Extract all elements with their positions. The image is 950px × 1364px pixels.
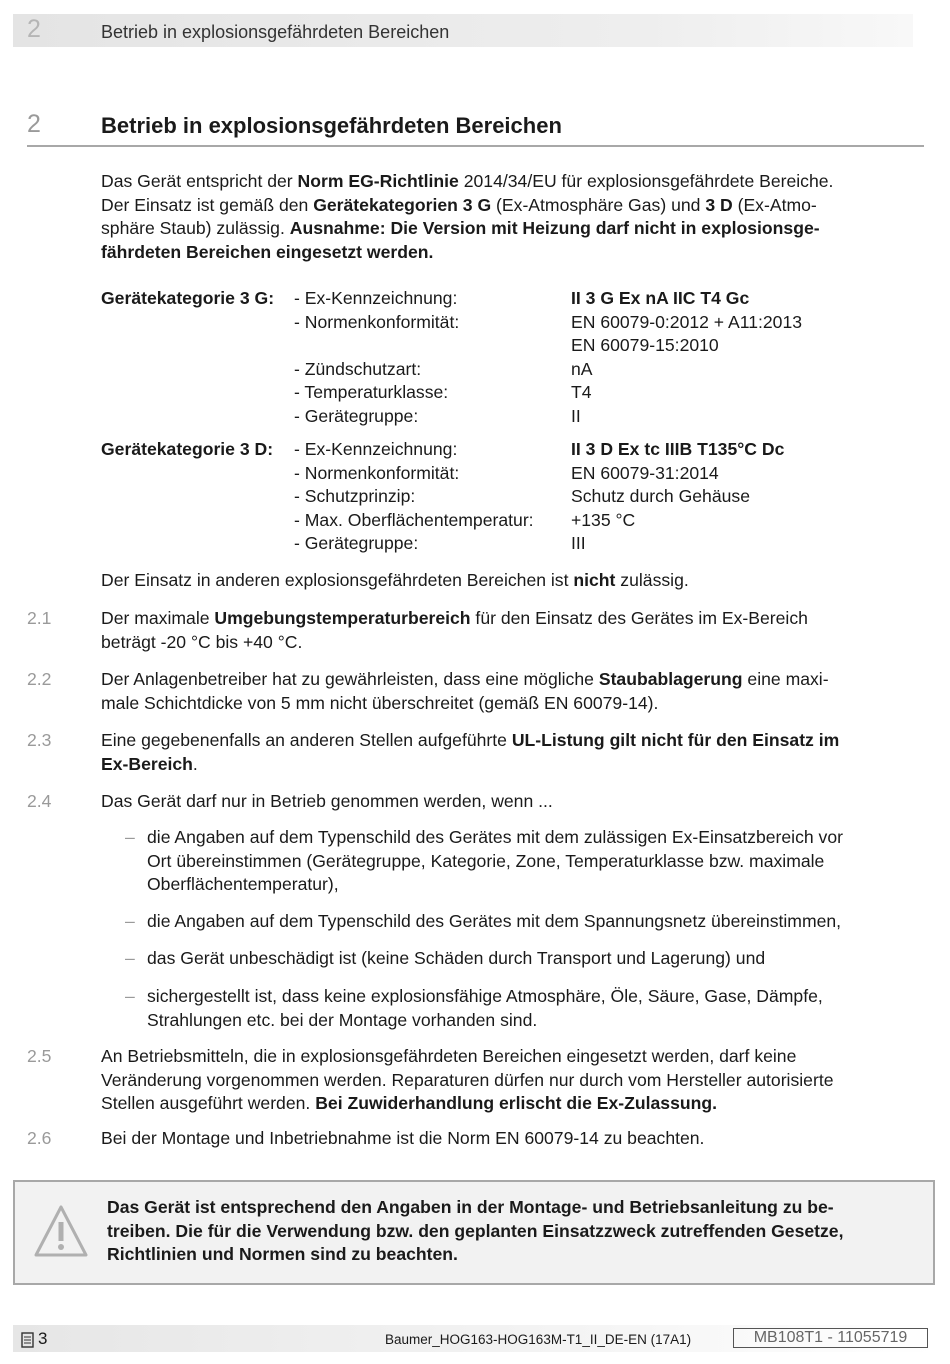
row-value: II 3 D Ex tc IIIB T135°C Dc (571, 439, 785, 459)
paragraph-2-3: Eine gegebenenfalls an anderen Stellen aufgeführte UL-Listung gilt nicht für den Einsatz im Ex-Bereich. (101, 730, 840, 774)
paragraph-2-4: Das Gerät darf nur in Betrieb genommen werden, wenn ... (101, 791, 553, 811)
paragraph-number: 2.2 (27, 669, 52, 689)
row-value: EN 60079-31:2014 (571, 462, 719, 483)
row-key: - Zündschutzart: (294, 358, 422, 379)
row-key: - Normenkonformität: (294, 311, 460, 332)
paragraph-2-5: An Betriebsmitteln, die in explosionsgefährdeten Bereichen eingesetzt werden, darf keine Veränderung vorgenommen werden. Reparaturen dürfen nur durch vom Hersteller autorisierte Stellen ausgeführt werden. Bei Zuwiderhandlung erlischt die Ex-Zulassung. (101, 1046, 834, 1113)
book-icon (20, 1332, 36, 1348)
row-key: - Ex-Kennzeichnung: (294, 439, 458, 459)
row-value: +135 °C (571, 509, 636, 530)
list-item: sichergestellt ist, dass keine explosionsfähige Atmosphäre, Öle, Säure, Gase, Dämpfe, Strahlungen etc. bei der Montage vorhanden sind. (147, 986, 823, 1030)
section-title: Betrieb in explosionsgefährdeten Bereichen (101, 113, 562, 138)
row-key: - Ex-Kennzeichnung: (294, 288, 458, 308)
header-chapter-title: Betrieb in explosionsgefährdeten Bereichen (101, 22, 450, 42)
paragraph-2-1: Der maximale Umgebungstemperaturbereich für den Einsatz des Gerätes im Ex-Bereich beträgt -20 °C bis +40 °C. (101, 608, 808, 652)
row-value: III (571, 533, 586, 554)
paragraph-number: 2.3 (27, 730, 52, 750)
bullet-dash: – (125, 948, 135, 968)
paragraph-2-6: Bei der Montage und Inbetriebnahme ist die Norm EN 60079-14 zu beachten. (101, 1128, 705, 1148)
bullet-dash: – (125, 986, 135, 1006)
category-label: Gerätekategorie 3 D: (101, 439, 274, 459)
warning-text: Das Gerät ist entsprechend den Angaben in der Montage- und Betriebsanleitung zu be- treiben. Die für die Verwendung bzw. den geplanten Einsatzzweck zutreffenden Gesetze, Richtlinien und Normen sind zu beachten. (107, 1197, 844, 1264)
paragraph-number: 2.6 (27, 1128, 52, 1148)
paragraph-number: 2.5 (27, 1046, 52, 1066)
list-item: das Gerät unbeschädigt ist (keine Schäden durch Transport und Lagerung) und (147, 948, 766, 968)
document-code: MB108T1 - 11055719 (733, 1328, 928, 1348)
intro-paragraph: Das Gerät entspricht der Norm EG-Richtlinie 2014/34/EU für explosionsgefährdete Bereiche. Der Einsatz ist gemäß den Gerätekategorien 3 G (Ex-Atmosphäre Gas) und 3 D (Ex-Atmo- sphäre Staub) zulässig. Ausnahme: Die Version mit Heizung darf nicht in explosionsge- fährdeten Bereichen eingesetzt werden. (101, 171, 834, 262)
row-key: - Normenkonformität: (294, 462, 460, 483)
document-id: Baumer_HOG163-HOG163M-T1_II_DE-EN (17A1) (385, 1332, 692, 1347)
row-key: - Gerätegruppe: (294, 405, 419, 426)
section-number: 2 (27, 110, 41, 138)
page-number: 3 (38, 1329, 48, 1348)
other-areas-note: Der Einsatz in anderen explosionsgefährdeten Bereichen ist nicht zulässig. (101, 570, 689, 590)
list-item: die Angaben auf dem Typenschild des Gerätes mit dem zulässigen Ex-Einsatzbereich vor Ort übereinstimmen (Gerätegruppe, Kategorie, Zone, Temperaturklasse bzw. maximale Oberflächentemperatur), (147, 827, 843, 894)
bullet-dash: – (125, 911, 135, 931)
paragraph-2-2: Der Anlagenbetreiber hat zu gewährleisten, dass eine mögliche Staubablagerung eine maxi- male Schichtdicke von 5 mm nicht überschreitet (gemäß EN 60079-14). (101, 669, 829, 713)
row-value: II 3 G Ex nA IIC T4 Gc (571, 288, 750, 308)
row-key: - Schutzprinzip: (294, 486, 416, 507)
row-value: EN 60079-0:2012 + A11:2013 (571, 311, 803, 332)
row-value: II (571, 405, 581, 426)
paragraph-number: 2.4 (27, 791, 52, 811)
row-value: T4 (571, 382, 592, 403)
category-label: Gerätekategorie 3 G: (101, 288, 275, 308)
row-key: - Max. Oberflächentemperatur: (294, 509, 534, 530)
warning-triangle-icon (33, 1204, 89, 1258)
row-value: Schutz durch Gehäuse (571, 486, 750, 507)
row-key: - Gerätegruppe: (294, 533, 419, 554)
bullet-dash: – (125, 827, 135, 847)
row-value: nA (571, 358, 593, 379)
row-key: - Temperaturklasse: (294, 382, 449, 403)
row-value: EN 60079-15:2010 (571, 335, 719, 356)
section-divider (27, 145, 924, 147)
paragraph-number: 2.1 (27, 608, 52, 628)
list-item: die Angaben auf dem Typenschild des Gerätes mit dem Spannungsnetz übereinstimmen, (147, 911, 842, 931)
header-chapter-number: 2 (27, 15, 41, 43)
